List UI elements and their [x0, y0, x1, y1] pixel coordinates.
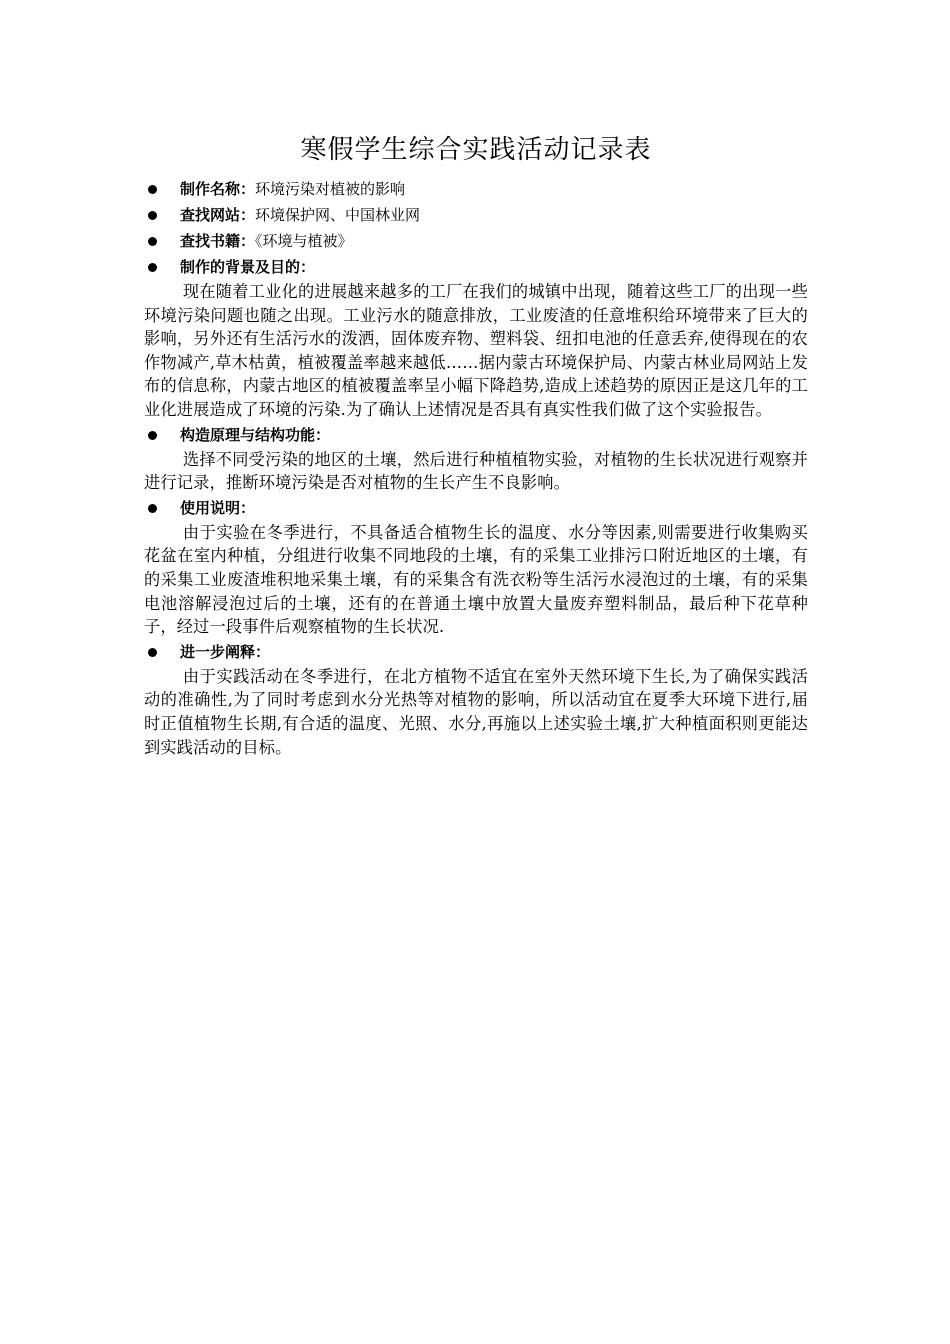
section-principle-label: 构造原理与结构功能：: [180, 425, 331, 444]
field-books-label: 查找书籍：: [180, 232, 256, 250]
section-usage-heading: [144, 495, 808, 521]
field-website-value: 环境保护网、中国林业网: [255, 206, 421, 224]
bullet-icon: [148, 211, 157, 220]
section-usage-label: 使用说明：: [180, 498, 256, 517]
bullet-icon: [148, 504, 157, 513]
section-usage-text: 由于实验在冬季进行，不具备适合植物生长的温度、水分等因素,则需要进行收集购买花盆在室内种植，分组进行收集不同地段的土壤，有的采集工业排污口附近地区的土壤，有的采集工业废渣堆积地采集土壤，有的采集含有洗衣粉等生活污水浸泡过的土壤，有的采集电池溶解浸泡过后的土壤，还有的在普通土壤中放置大量废弃塑料制品，最后种下花草种子，经过一段事件后观察植物的生长状况.: [144, 522, 808, 637]
bullet-icon: [148, 185, 157, 194]
section-principle-heading: [144, 422, 808, 448]
field-books-value: 《环境与植被》: [255, 232, 353, 250]
field-name-value: 环境污染对植被的影响: [255, 180, 406, 198]
section-background-text: 现在随着工业化的进展越来越多的工厂在我们的城镇中出现，随着这些工厂的出现一些环境污染问题也随之出现。工业污水的随意排放，工业废渣的任意堆积给环境带来了巨大的影响，另外还有生活污水的泼洒，固体废弃物、塑料袋、纽扣电池的任意丢弃,使得现在的农作物减产,草木枯黄，植被覆盖率越来越低……据内蒙古环境保护局、内蒙古林业局网站上发布的信息称，内蒙古地区的植被覆盖率呈小幅下降趋势,造成上述趋势的原因正是这几年的工业化进展造成了环境的污染.为了确认上述情况是否具有真实性我们做了这个实验报告。: [144, 282, 808, 419]
section-background-heading: [144, 254, 808, 280]
field-website-label: 查找网站：: [180, 206, 256, 224]
section-background-label: 制作的背景及目的：: [180, 258, 316, 276]
bullet-icon: [148, 648, 157, 657]
document-title: 寒假学生综合实践活动记录表: [300, 135, 652, 165]
bullet-icon: [148, 431, 157, 440]
bullet-icon: [148, 263, 157, 272]
field-name-label: 制作名称：: [180, 180, 256, 198]
field-name: [144, 176, 808, 202]
section-further-heading: [144, 639, 808, 665]
field-books: [144, 228, 808, 254]
section-further-label: 进一步阐释：: [180, 642, 271, 661]
section-principle-text: 选择不同受污染的地区的土壤，然后进行种植植物实验，对植物的生长状况进行观察并进行记录，推断环境污染是否对植物的生长产生不良影响。: [144, 449, 808, 493]
document-page: [144, 132, 808, 759]
field-website: [144, 202, 808, 228]
section-further-text: 由于实践活动在冬季进行，在北方植物不适宜在室外天然环境下生长,为了确保实践活动的准确性,为了同时考虑到水分光热等对植物的影响，所以活动宜在夏季大环境下进行,届时正值植物生长期,有合适的温度、光照、水分,再施以上述实验土壤,扩大种植面积则更能达到实践活动的目标。: [144, 666, 808, 757]
bullet-icon: [148, 237, 157, 246]
